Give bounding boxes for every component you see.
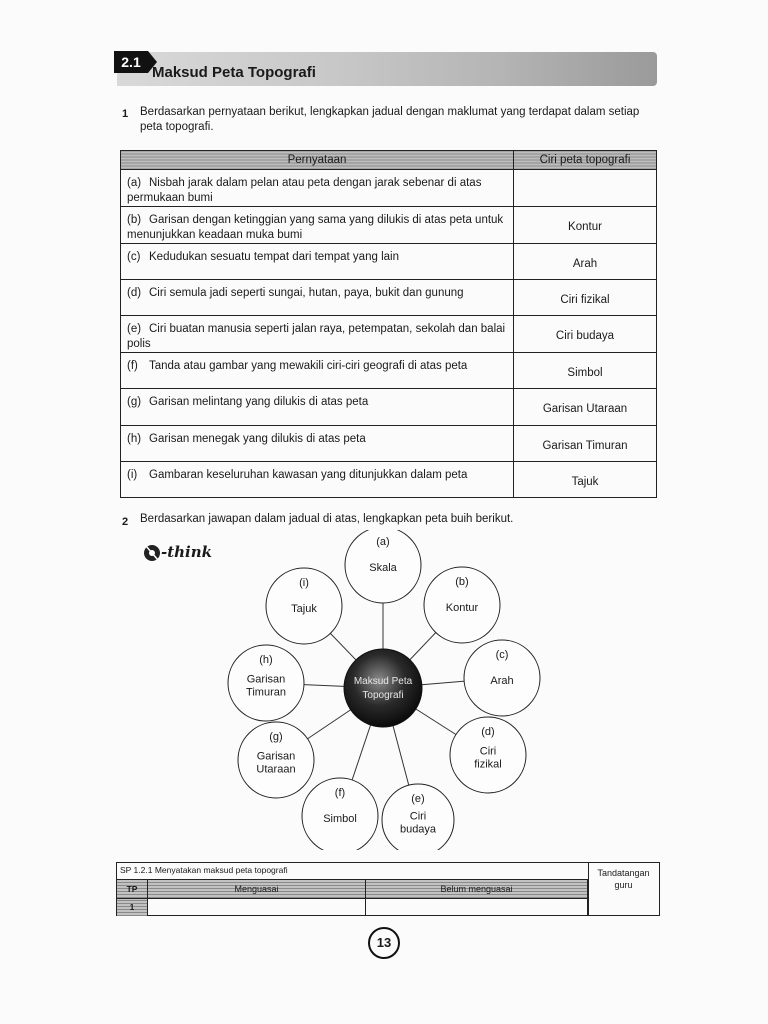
row-statement: Ciri semula jadi seperti sungai, hutan, paya, bukit dan gunung (149, 287, 464, 299)
center-title-line2: Topografi (362, 690, 404, 701)
row-statement: Nisbah jarak dalam pelan atau peta dengan jarak sebenar di atas permukaan bumi (127, 177, 482, 204)
not-mastered-checkbox-cell[interactable] (366, 898, 588, 916)
row-answer[interactable]: Arah (514, 244, 657, 280)
bubble-answer: Tajuk (291, 603, 317, 615)
row-answer[interactable]: Simbol (514, 353, 657, 389)
assessment-table (116, 862, 660, 916)
row-answer[interactable]: Tajuk (514, 462, 657, 498)
row-statement: Tanda atau gambar yang mewakili ciri-ciri geografi di atas peta (149, 360, 468, 372)
table-row: (a) Nisbah jarak dalam pelan atau peta dengan jarak sebenar di atas permukaan bumi (121, 170, 657, 207)
section-number: 2.1 (114, 51, 148, 73)
row-statement: Garisan melintang yang dilukis di atas peta (149, 396, 369, 408)
bubble-label: (c) (495, 649, 509, 661)
table-row: (d) Ciri semula jadi seperti sungai, hutan, paya, bukit dan gunung Ciri fizikal (121, 280, 657, 316)
table-row: (g) Garisan melintang yang dilukis di atas peta Garisan Utaraan (121, 389, 657, 426)
features-table (120, 150, 657, 498)
table-row: (f) Tanda atau gambar yang mewakili ciri-ciri geografi di atas peta Simbol (121, 353, 657, 389)
tp-header: TP (117, 879, 148, 898)
not-mastered-header: Belum menguasai (366, 879, 588, 898)
bubble-answer: Arah (490, 675, 514, 687)
row-statement: Garisan menegak yang dilukis di atas peta (149, 433, 366, 445)
question-2-number: 2 (122, 516, 129, 528)
row-statement: Garisan dengan ketinggian yang sama yang dilukis di atas peta untuk menunjukkan keadaan muka bumi (127, 214, 504, 241)
bubble-map-center (344, 649, 422, 727)
bubble-answer: Utaraan (256, 763, 296, 776)
tp-value: 1 (117, 898, 148, 916)
bubble-label: (d) (481, 726, 495, 738)
mastered-header: Menguasai (148, 879, 366, 898)
row-answer[interactable]: Ciri budaya (514, 316, 657, 353)
bubble-label: (a) (376, 536, 390, 548)
bubble-answer: Garisan (256, 750, 296, 763)
bubble-answer: Skala (369, 562, 397, 574)
table-row: (h) Garisan menegak yang dilukis di atas peta Garisan Timuran (121, 426, 657, 462)
bubble-answer: Kontur (445, 602, 479, 614)
row-statement: Gambaran keseluruhan kawasan yang ditunjukkan dalam peta (149, 469, 468, 481)
question-2-text: Berdasarkan jawapan dalam jadual di atas, lengkapkan peta buih berikut. (140, 513, 514, 525)
question-1-text: Berdasarkan pernyataan berikut, lengkapkan jadual dengan maklumat yang terdapat dalam setiap peta topografi. (140, 106, 640, 133)
bubble-label: (f) (334, 787, 346, 799)
bubble-answer: budaya (399, 823, 437, 836)
question-1-number: 1 (122, 108, 129, 120)
row-statement: Ciri buatan manusia seperti jalan raya, petempatan, sekolah dan balai polis (127, 323, 506, 350)
row-answer[interactable]: Kontur (514, 207, 657, 244)
mastered-checkbox-cell[interactable] (148, 898, 366, 916)
table-row: (e) Ciri buatan manusia seperti jalan raya, petempatan, sekolah dan balai polis Ciri budaya (121, 316, 657, 353)
row-answer[interactable]: Ciri fizikal (514, 280, 657, 316)
section-title: Maksud Peta Topografi (152, 64, 316, 81)
row-answer[interactable]: Garisan Timuran (514, 426, 657, 462)
table-row: (i) Gambaran keseluruhan kawasan yang ditunjukkan dalam peta Tajuk (121, 462, 657, 498)
row-answer[interactable]: Garisan Utaraan (514, 389, 657, 426)
bubble-answer: Ciri (479, 745, 497, 758)
standard-text: SP 1.2.1 Menyatakan maksud peta topografi (120, 865, 288, 875)
signature-box[interactable]: Tandatangan guru (588, 863, 658, 915)
page-number: 13 (368, 927, 400, 959)
table-row: (c) Kedudukan sesuatu tempat dari tempat yang lain Arah (121, 244, 657, 280)
center-title-line1: Maksud Peta (353, 676, 413, 687)
bubble-answer: Ciri (409, 810, 427, 823)
bubble-answer: fizikal (474, 758, 502, 771)
bubble-answer: Timuran (246, 686, 286, 699)
header-feature: Ciri peta topografi (514, 151, 657, 170)
bubble-label: (b) (455, 576, 469, 588)
bubble-answer: Simbol (323, 813, 357, 825)
ithink-brand: -think (161, 543, 213, 561)
bubble-label: (g) (269, 731, 283, 743)
bubble-label: (i) (299, 577, 309, 589)
bubble-label: (e) (411, 793, 425, 805)
bubble-label: (h) (259, 654, 273, 666)
header-statement: Pernyataan (121, 151, 514, 170)
row-statement: Kedudukan sesuatu tempat dari tempat yang lain (149, 251, 399, 263)
table-row: (b) Garisan dengan ketinggian yang sama yang dilukis di atas peta untuk menunjukkan keadaan muka bumi Kontur (121, 207, 657, 244)
row-answer[interactable] (514, 170, 657, 207)
bubble-map (190, 530, 560, 850)
bubble-answer: Garisan (246, 673, 286, 686)
